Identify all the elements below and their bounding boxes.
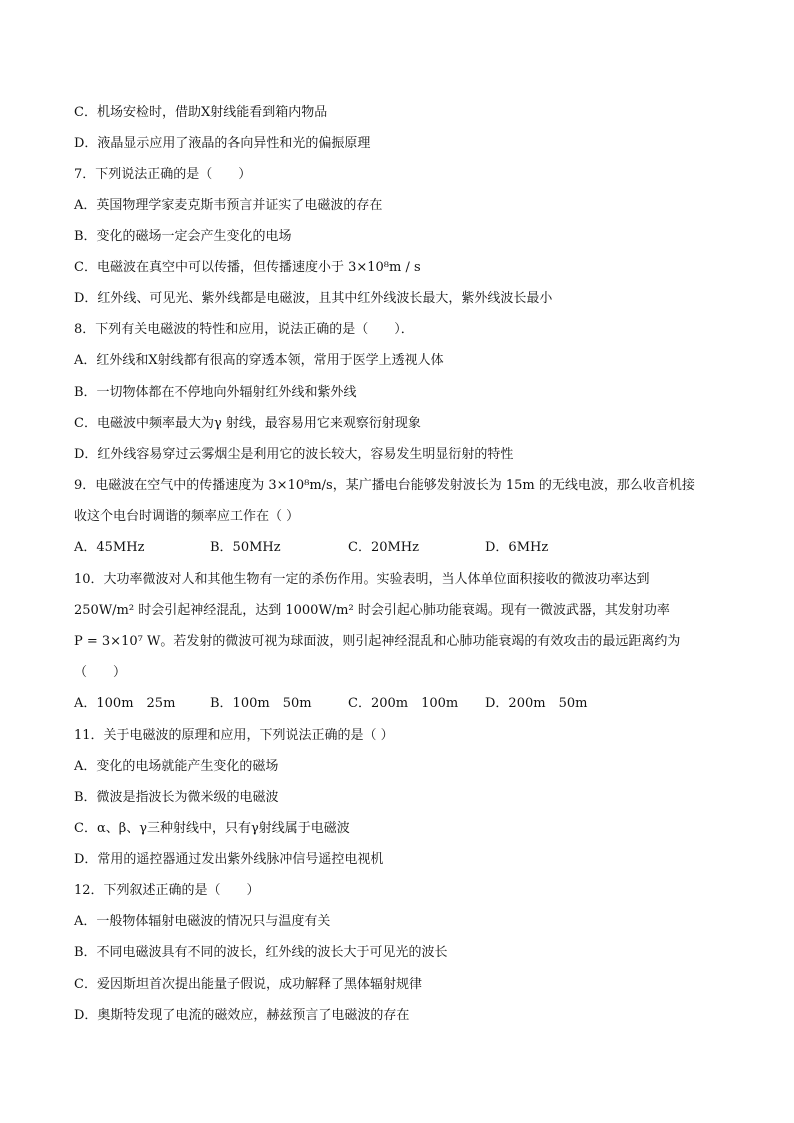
q10-option-d: D．200m 50m: [485, 696, 588, 711]
q8-option-b: B．一切物体都在不停地向外辐射红外线和紫外线: [74, 385, 357, 400]
q9-option-b: B．50MHz: [210, 540, 281, 555]
q12-option-d: D．奥斯特发现了电流的磁效应，赫兹预言了电磁波的存在: [74, 1008, 410, 1023]
q9-options: [74, 539, 694, 557]
q10-option-c: C．200m 100m: [348, 696, 459, 711]
q11-option-d: D．常用的遥控器通过发出紫外线脉冲信号遥控电视机: [74, 852, 384, 867]
q6-option-d: D．液晶显示应用了液晶的各向异性和光的偏振原理: [74, 136, 371, 151]
q11-stem: 11．关于电磁波的原理和应用，下列说法正确的是（ ）: [74, 728, 394, 743]
q9-option-d: D．6MHz: [485, 540, 549, 555]
q11-option-b: B．微波是指波长为微米级的电磁波: [74, 790, 279, 805]
q8-stem: 8．下列有关电磁波的特性和应用，说法正确的是（ ）．: [74, 322, 414, 337]
q7-option-c: C．电磁波在真空中可以传播，但传播速度小于 3×10⁸m / s: [74, 260, 421, 275]
q10-options: [74, 695, 694, 713]
q11-option-c: C．α、β、γ三种射线中，只有γ射线属于电磁波: [74, 821, 350, 836]
q8-option-a: A．红外线和X射线都有很高的穿透本领，常用于医学上透视人体: [74, 353, 444, 368]
q7-option-a: A．英国物理学家麦克斯韦预言并证实了电磁波的存在: [74, 198, 383, 213]
q9-stem-line1: 9．电磁波在空气中的传播速度为 3×10⁸m/s，某广播电台能够发射波长为 15m 的无线电波，那么收音机接: [74, 478, 695, 493]
q12-option-c: C．爱因斯坦首次提出能量子假说，成功解释了黑体辐射规律: [74, 977, 422, 992]
q8-option-c: C．电磁波中频率最大为γ 射线，最容易用它来观察衍射现象: [74, 416, 421, 431]
q10-stem-line4: （ ）: [74, 665, 127, 680]
q7-option-b: B．变化的磁场一定会产生变化的电场: [74, 229, 292, 244]
q10-stem-line2: 250W/m² 时会引起神经混乱，达到 1000W/m² 时会引起心肺功能衰竭。现有一微波武器，其发射功率: [74, 603, 670, 618]
q10-stem-line1: 10．大功率微波对人和其他生物有一定的杀伤作用。实验表明，当人体单位面积接收的微波功率达到: [74, 572, 650, 587]
q9-stem-line2: 收这个电台时调谐的频率应工作在（ ）: [74, 509, 300, 524]
q12-option-b: B．不同电磁波具有不同的波长，红外线的波长大于可见光的波长: [74, 945, 448, 960]
q7-option-d: D．红外线、可见光、紫外线都是电磁波，且其中红外线波长最大，紫外线波长最小: [74, 291, 553, 306]
q10-option-b: B．100m 50m: [210, 696, 312, 711]
q11-option-a: A．变化的电场就能产生变化的磁场: [74, 759, 279, 774]
q8-option-d: D．红外线容易穿过云雾烟尘是利用它的波长较大，容易发生明显衍射的特性: [74, 447, 514, 462]
q10-stem-line3: P = 3×10⁷ W。若发射的微波可视为球面波，则引起神经混乱和心肺功能衰竭的有效攻击的最远距离约为: [74, 634, 681, 649]
q6-option-c: C．机场安检时，借助X射线能看到箱内物品: [74, 105, 328, 120]
q9-option-c: C．20MHz: [348, 540, 419, 555]
q12-stem: 12．下列叙述正确的是（ ）: [74, 883, 260, 898]
q7-stem: 7．下列说法正确的是（ ）: [74, 167, 252, 182]
q12-option-a: A．一般物体辐射电磁波的情况只与温度有关: [74, 914, 331, 929]
q9-option-a: A．45MHz: [74, 540, 145, 555]
q10-option-a: A．100m 25m: [74, 696, 176, 711]
